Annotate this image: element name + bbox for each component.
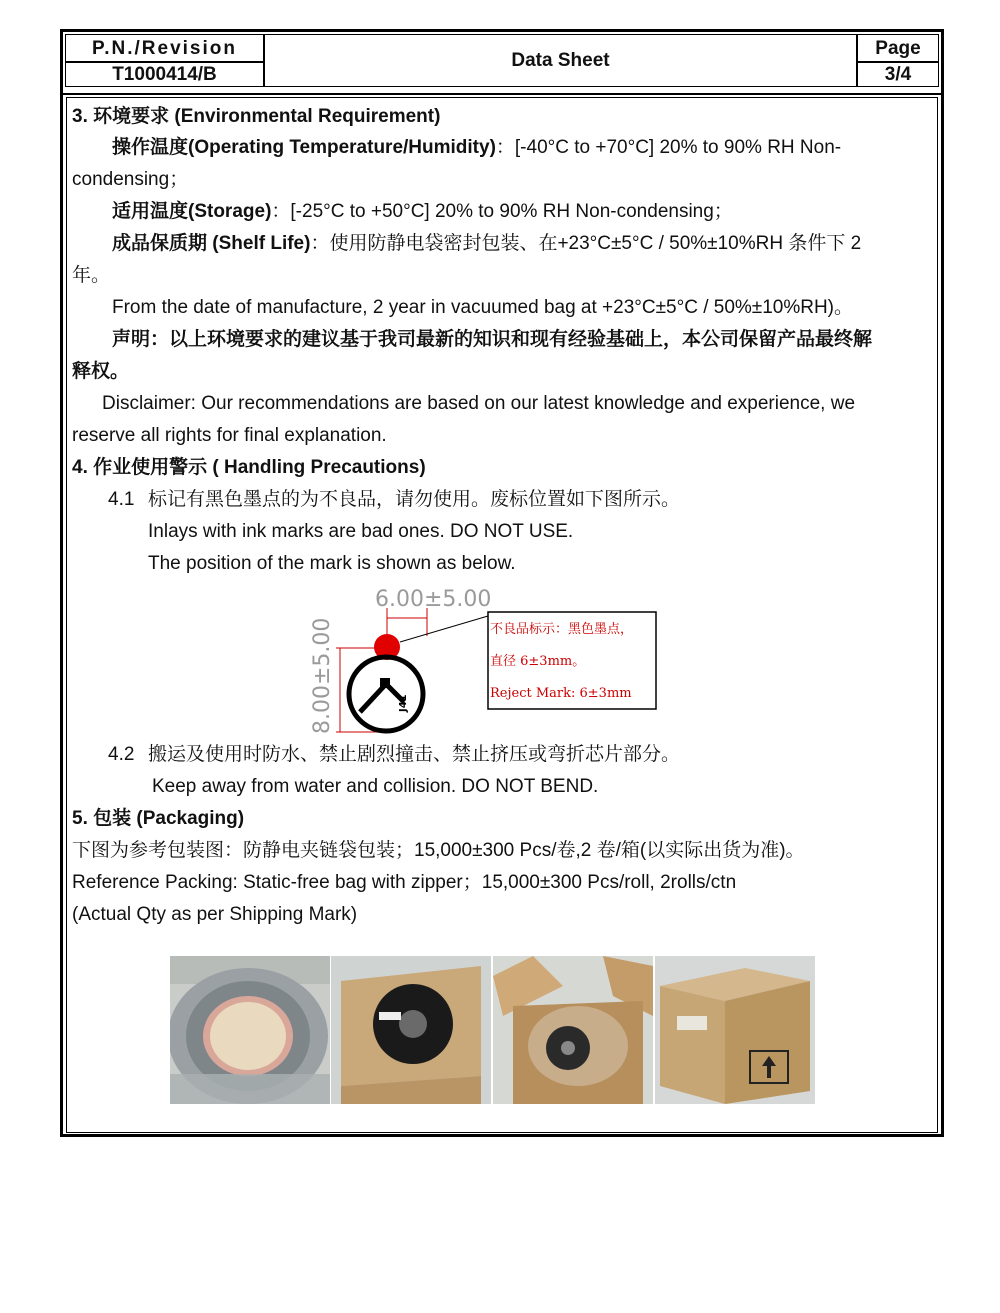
statement-cn-cont: 释权。: [72, 361, 130, 382]
item2-number: 4.2: [108, 744, 135, 765]
shelf-text: ：使用防静电袋密封包装、在+23°C±5°C / 50%±10%RH 条件下 2: [310, 233, 862, 254]
callout-leader: [400, 616, 488, 642]
disclaimer: Disclaimer: Our recommendations are based on our latest knowledge and experience, we: [102, 393, 856, 414]
dim-vertical-label: 8.00±5.00: [310, 617, 335, 734]
pn-revision-value: T1000414/B: [65, 62, 264, 87]
reject-mark-diagram: [300, 584, 670, 744]
inlay-antenna-ring: [349, 657, 423, 731]
photo-box-top: [331, 956, 491, 1104]
page-label: Page: [857, 34, 939, 62]
chip-die: [380, 678, 390, 688]
callout-line-1: 不良品标示：黑色墨点，: [490, 622, 634, 637]
storage-line: [112, 200, 733, 224]
header-divider: [63, 93, 941, 95]
storage-text: ：[-25°C to +50°C] 20% to 90% RH Non-condensing；: [271, 201, 733, 222]
shelf-english: From the date of manufacture, 2 year in vacuumed bag at +23°C±5°C / 50%±10%RH)。: [112, 297, 854, 318]
operating-line: [112, 136, 841, 160]
packaging-line-1: 下图为参考包装图：防静电夹链袋包装；15,000±300 Pcs/卷,2 卷/箱(以实际出货为准)。: [72, 840, 805, 861]
dim-horizontal-label: 6.00±5.00: [375, 587, 492, 612]
operating-text: ：[-40°C to +70°C] 20% to 90% RH Non-: [495, 137, 842, 158]
callout-line-2: 直径 6±3mm。: [490, 654, 586, 669]
section4-heading: 4. 作业使用警示 ( Handling Precautions): [72, 457, 426, 478]
document-title: Data Sheet: [264, 34, 857, 87]
operating-label: 操作温度(Operating Temperature/Humidity): [112, 137, 496, 158]
header-table: [63, 32, 941, 90]
chip-marking: J41: [398, 694, 409, 712]
photo-roll: [170, 956, 330, 1104]
packaging-line-2: Reference Packing: Static-free bag with zipper；15,000±300 Pcs/roll, 2rolls/ctn: [72, 872, 737, 893]
photo-box-open: [493, 956, 653, 1104]
disclaimer-cont: reserve all rights for final explanation.: [72, 425, 387, 446]
item2-chinese: 搬运及使用时防水、禁止剧烈撞击、禁止挤压或弯折芯片部分。: [148, 744, 681, 765]
section3-heading: 3. 环境要求 (Environmental Requirement): [72, 106, 441, 127]
item1-number: 4.1: [108, 489, 135, 510]
shelf-label: 成品保质期 (Shelf Life): [112, 233, 311, 254]
item1-english-2: The position of the mark is shown as below.: [148, 553, 516, 574]
item2-english: Keep away from water and collision. DO NOT BEND.: [152, 776, 599, 797]
callout-line-3: Reject Mark: 6±3mm: [490, 686, 632, 701]
statement-cn: 声明：以上环境要求的建议基于我司最新的知识和现有经验基础上，本公司保留产品最终解: [112, 329, 873, 350]
shelf-line: [112, 232, 861, 256]
page-number: 3/4: [857, 62, 939, 87]
photo-carton: [655, 956, 815, 1104]
pn-revision-label: P.N./Revision: [65, 34, 264, 62]
shelf-text-cont: 年。: [72, 265, 111, 286]
packaging-line-3: (Actual Qty as per Shipping Mark): [72, 904, 358, 925]
operating-text-cont: condensing；: [72, 169, 189, 190]
reject-mark-drawing: [300, 584, 670, 744]
section5-heading: 5. 包装 (Packaging): [72, 808, 245, 829]
storage-label: 适用温度(Storage): [112, 201, 272, 222]
item1-english-1: Inlays with ink marks are bad ones. DO NOT USE.: [148, 521, 574, 542]
item1-chinese: 标记有黑色墨点的为不良品，请勿使用。废标位置如下图所示。: [148, 489, 681, 510]
